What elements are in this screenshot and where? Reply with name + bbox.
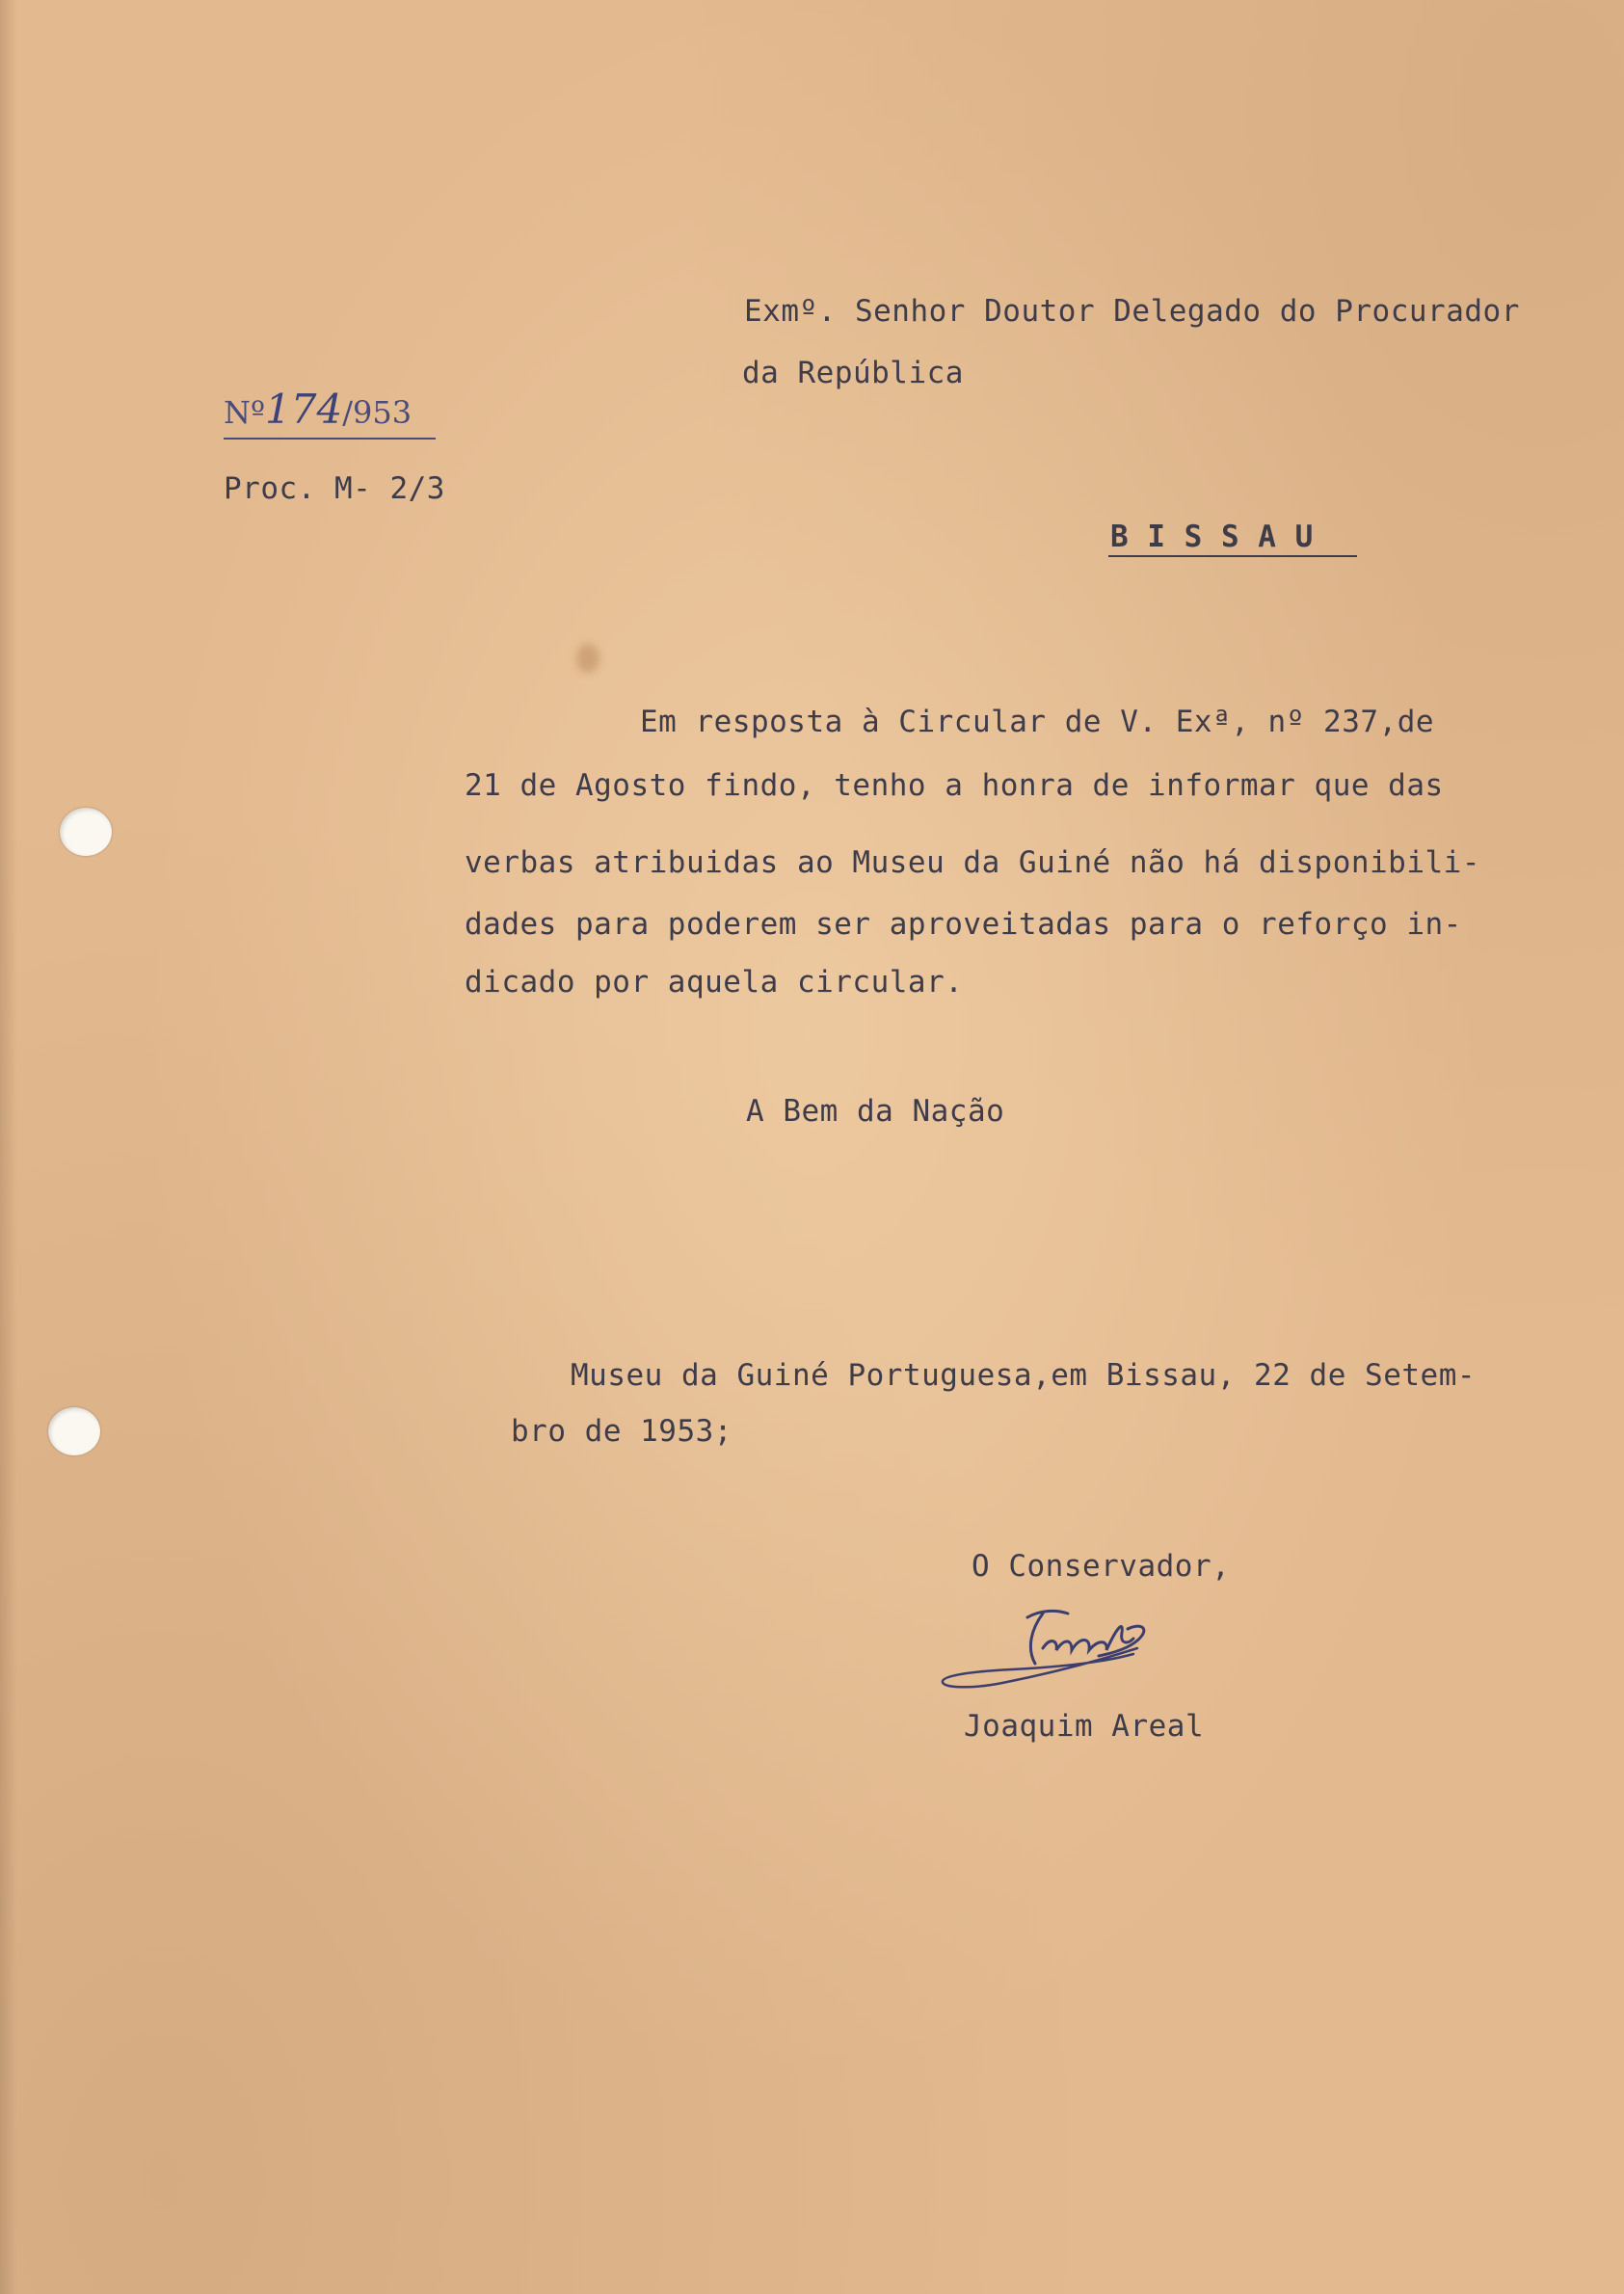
reference-number — [224, 386, 412, 433]
process-reference: Proc. M- 2/3 — [224, 471, 445, 506]
punch-hole-bottom — [48, 1407, 100, 1455]
punch-hole-top — [60, 808, 112, 856]
closing-title: O Conservador, — [972, 1549, 1231, 1584]
addressee-line-2: da República — [742, 356, 964, 390]
page-edge-shadow — [0, 0, 17, 2294]
place-date-line-2: bro de 1953; — [511, 1414, 732, 1449]
body-line-2: 21 de Agosto findo, tenho a honra de informar que das — [465, 768, 1444, 803]
reference-underline — [224, 438, 436, 440]
city-heading: B I S S A U — [1110, 520, 1314, 554]
addressee-line-1: Exmº. Senhor Doutor Delegado do Procurador — [744, 294, 1520, 329]
handwritten-signature — [935, 1581, 1224, 1716]
salutation: A Bem da Nação — [746, 1094, 1005, 1129]
paper-stain — [576, 644, 599, 673]
body-line-3: verbas atribuidas ao Museu da Guiné não há disponibili- — [465, 845, 1480, 880]
reference-year: /953 — [342, 394, 413, 431]
signer-name: Joaquim Areal — [964, 1709, 1205, 1744]
body-line-1: Em resposta à Circular de V. Exª, nº 237,de — [640, 705, 1435, 739]
reference-handwritten-number: 174 — [265, 386, 343, 433]
body-line-5: dicado por aquela circular. — [465, 965, 964, 1000]
body-line-4: dades para poderem ser aproveitadas para o reforço in- — [465, 907, 1462, 942]
place-date-line-1: Museu da Guiné Portuguesa,em Bissau, 22 de Setem- — [571, 1358, 1477, 1393]
reference-prefix: Nº — [224, 394, 266, 431]
city-underline — [1108, 555, 1357, 557]
